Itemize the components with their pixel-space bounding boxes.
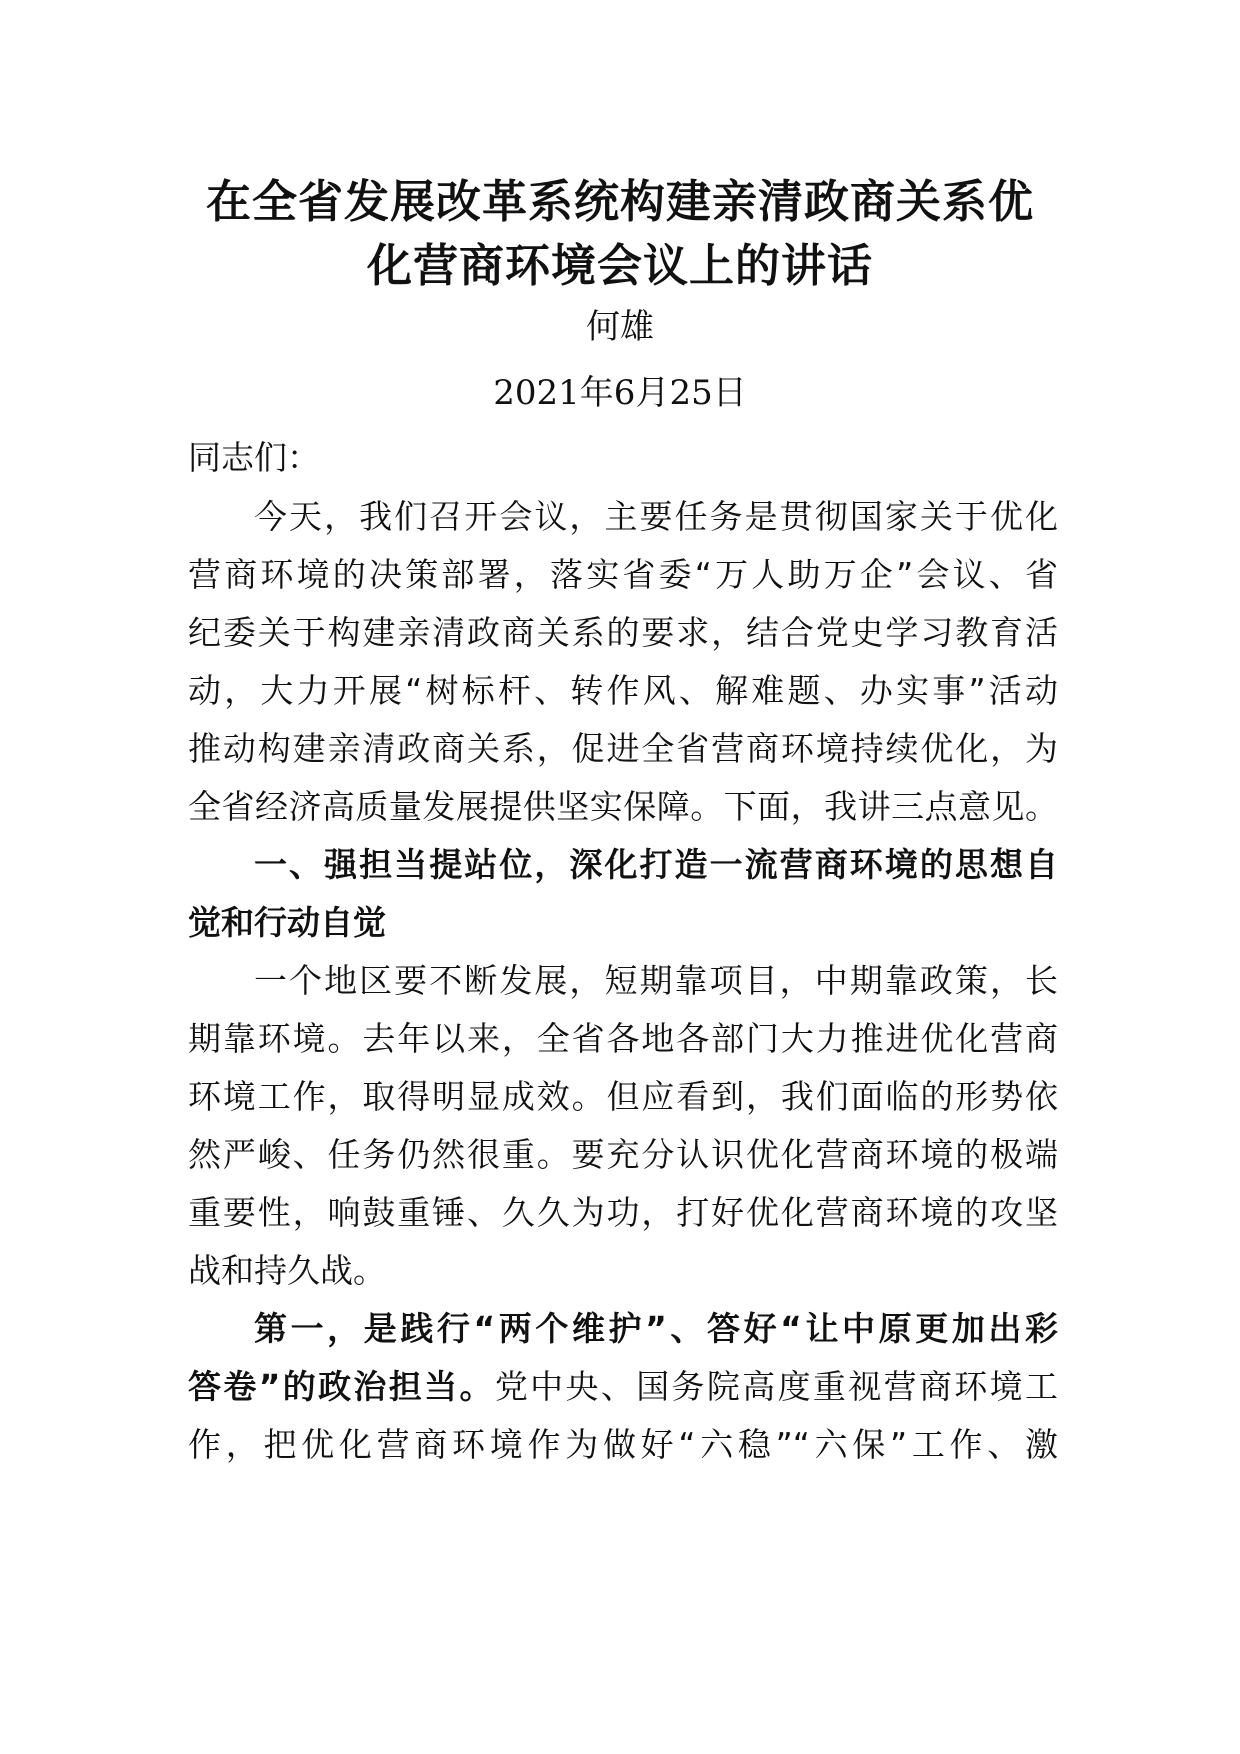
paragraph-line: 营商环境的决策部署，落实省委“万人助万企”会议、省 xyxy=(188,555,1058,594)
section-heading-line: 一、强担当提站位，深化打造一流营商环境的思想自 xyxy=(254,845,1058,884)
paragraph-line: 环境工作，取得明显成效。但应看到，我们面临的形势依 xyxy=(188,1077,1058,1116)
paragraph-line: 第一，是践行“两个维护”、答好“让中原更加出彩 xyxy=(254,1309,1058,1348)
section-heading-line: 觉和行动自觉 xyxy=(188,903,386,942)
paragraph-line xyxy=(188,1362,1058,1412)
paragraph-line: 然严峻、任务仍然很重。要充分认识优化营商环境的极端 xyxy=(188,1135,1058,1174)
paragraph-line: 作，把优化营商环境作为做好“六稳”“六保”工作、激 xyxy=(188,1425,1058,1464)
paragraph-text: 党中央、国务院高度重视营商环境工 xyxy=(494,1367,1058,1406)
paragraph-line: 全省经济高质量发展提供坚实保障。下面，我讲三点意见。 xyxy=(188,787,1058,826)
bold-lead: 答卷”的政治担当。 xyxy=(188,1367,495,1406)
paragraph-line: 纪委关于构建亲清政商关系的要求，结合党史学习教育活 xyxy=(188,613,1058,652)
salutation: 同志们： xyxy=(188,438,320,477)
paragraph-line: 推动构建亲清政商关系，促进全省营商环境持续优化，为 xyxy=(188,729,1058,768)
paragraph-line: 一个地区要不断发展，短期靠项目，中期靠政策，长 xyxy=(254,961,1058,1000)
author: 何雄 xyxy=(586,307,654,347)
date: 2021年6月25日 xyxy=(493,373,747,413)
paragraph-line: 动，大力开展“树标杆、转作风、解难题、办实事”活动 xyxy=(188,671,1058,710)
paragraph-line: 重要性，响鼓重锤、久久为功，打好优化营商环境的攻坚 xyxy=(188,1193,1058,1232)
paragraph-line: 期靠环境。去年以来，全省各地各部门大力推进优化营商 xyxy=(188,1019,1058,1058)
title-line-2: 化营商环境会议上的讲话 xyxy=(366,239,873,292)
paragraph-line: 今天，我们召开会议，主要任务是贯彻国家关于优化 xyxy=(254,497,1058,536)
title-line-1: 在全省发展改革系统构建亲清政商关系优 xyxy=(205,175,1034,228)
paragraph-line: 战和持久战。 xyxy=(188,1251,386,1290)
